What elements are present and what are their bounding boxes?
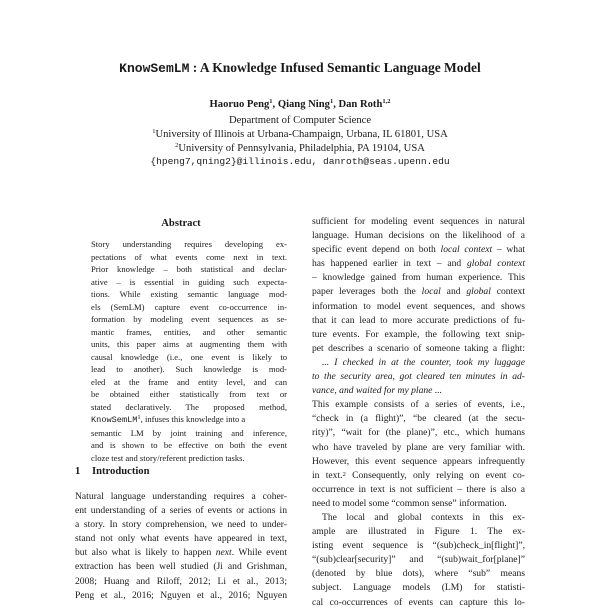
method-name-inline: KnowSemLM [91, 415, 138, 425]
body-line: – knowledge gained from human experience. This [312, 272, 525, 284]
author-affiliation-mark: 1 [329, 98, 334, 105]
author-affiliation-mark: 1,2 [382, 98, 391, 105]
body-line: extraction has been well studied (Ji and Grishman, [75, 561, 287, 573]
body-line: need to model some “common sense” information. [312, 497, 507, 509]
body-line: language. Human decisions on the likelihood of a [312, 230, 525, 242]
affiliation-mark: 1 [152, 128, 156, 135]
abstract-line: causal knowledge (i.e., one event is likely to [91, 351, 287, 362]
title-separator: : [189, 60, 200, 75]
body-line: paper leverages both the local and global context [312, 286, 525, 298]
author-name: Qiang Ning [277, 99, 330, 110]
body-line: “check in (a flight)”, “be cleared (at the secu- [312, 413, 525, 425]
body-line: The local and global contexts in this ex- [322, 511, 525, 523]
section-number: 1 [75, 466, 81, 477]
body-line: occurrence in text is not sufficient – there is also a [312, 483, 525, 495]
body-line: However, this event sequence appears infrequently [312, 455, 525, 467]
affiliation-mark: 2 [175, 142, 179, 149]
body-line: pet describes a scenario of someone taking a flight: [312, 342, 525, 354]
body-line: information to model event sequences, and shows [312, 300, 525, 312]
body-line: in text.$^2$ Consequently, only relying on event co- [312, 469, 525, 481]
body-line: Natural language understanding requires a coher- [75, 491, 287, 502]
right-column-body [312, 215, 525, 610]
abstract-line: stated declaratively. The proposed method, [91, 401, 287, 412]
body-line: “(sub)clear[security]” and “(sub)wait_for[plane]” [312, 554, 525, 566]
footnote-mark: 2 [342, 470, 346, 478]
body-line: specific event depend on both local context – what [312, 244, 526, 256]
title-text: A Knowledge Infused Semantic Language Model [199, 60, 481, 75]
body-line: who have traveled by plane are very familiar with. [312, 441, 525, 453]
footnote-mark: 1 [137, 414, 141, 421]
abstract-body [91, 238, 287, 464]
abstract-line: pectations of what events come next in text. [91, 251, 287, 262]
body-line: stand not only what events have appeared in text, [75, 533, 287, 545]
abstract-line: KnowSemLM$^1$, infuses this knowledge into a [91, 414, 246, 425]
body-line: This example consists of a series of events, i.e., [312, 399, 525, 411]
paper-title [0, 60, 600, 76]
quote-line: ... I checked in at the counter, took my luggage [322, 356, 525, 368]
section-heading [75, 466, 150, 477]
abstract-heading: Abstract [161, 218, 201, 229]
abstract-line: Prior knowledge – both statistical and declar- [91, 264, 287, 274]
abstract-line: mantic frames, entities, and other semantic [91, 326, 287, 337]
body-line: cal co-occurrences of events can capture this lo- [312, 596, 525, 608]
abstract-line: lead to another). Such knowledge is mod- [91, 364, 287, 374]
abstract-line: semantic LM by joint training and inference, [91, 427, 287, 438]
quote-line: vance, and waited for my plane ... [312, 385, 443, 397]
affiliation-2: $^2$University of Pennsylvania, Philadelphia, PA 19104, USA [175, 142, 425, 154]
body-line: isting event sequence is “(sub)check_in[flight]”, [312, 540, 525, 552]
body-line: a story. In story comprehension, we need to under- [75, 519, 287, 531]
author-list: Haoruo Peng$^1$, Qiang Ning$^1$, Dan Roth$^{1,2}$ [209, 98, 391, 110]
body-line: (denoted by blue dots), where “sub” means [312, 568, 525, 580]
author-emails: {hpeng7,qning2}@illinois.edu, danroth@seas.upenn.edu [150, 156, 450, 167]
author-name: Dan Roth [338, 99, 383, 110]
method-name: KnowSemLM [119, 61, 190, 76]
body-line: ample are illustrated in Figure 1. The ex- [312, 526, 525, 538]
body-line: 2008; Huang and Riloff, 2012; Li et al., 2013; [75, 575, 287, 587]
abstract-line: be obtained either statistically from text or [91, 389, 287, 399]
author-affiliation-mark: 1 [269, 98, 273, 105]
body-line: subject. Language models (LM) for statisti- [312, 582, 525, 594]
body-line: has happened earlier in text – and global context [312, 258, 525, 270]
quote-line: to the security area, got cleared ten minutes in ad- [312, 371, 525, 383]
abstract-line: and is shown to be effective on both the event [91, 440, 287, 450]
abstract-line: units, this paper aims at augmenting them with [91, 339, 287, 349]
body-line: rity)”, “wait for (the plane)”, etc., which humans [312, 427, 525, 439]
abstract-line: ative – is essential in guiding such expecta- [91, 276, 287, 287]
body-line: but also what is likely to happen next. While event [75, 547, 287, 559]
body-line: ture events. For example, the following text snip- [312, 328, 525, 340]
affiliation-1: $^1$University of Illinois at Urbana-Champaign, Urbana, IL 61801, USA [152, 128, 448, 140]
abstract-line: cloze test and story/referent prediction tasks. [91, 452, 245, 463]
body-line: ent understanding of a series of events or actions in [75, 505, 287, 517]
section-title: Introduction [92, 466, 150, 477]
body-line: sufficient for modeling event sequences in natural [312, 216, 525, 227]
department: Department of Computer Science [228, 115, 372, 126]
introduction-body [75, 490, 287, 603]
author-name: Haoruo Peng [209, 99, 270, 110]
abstract-line: eled at the frame and entity level, and can [91, 376, 287, 387]
abstract-line: els (SemLM) capture event co-occurrence in- [91, 301, 287, 312]
abstract-line: formation by modeling event sequences as se- [91, 314, 287, 324]
body-line: that it can lead to more accurate predictions of fu- [312, 314, 525, 326]
body-line: Peng et al., 2016; Nguyen et al., 2016; Nguyen [75, 589, 287, 601]
abstract-line: Story understanding requires developing ex- [91, 239, 287, 249]
abstract-line: tions. While existing semantic language mod- [91, 289, 287, 299]
